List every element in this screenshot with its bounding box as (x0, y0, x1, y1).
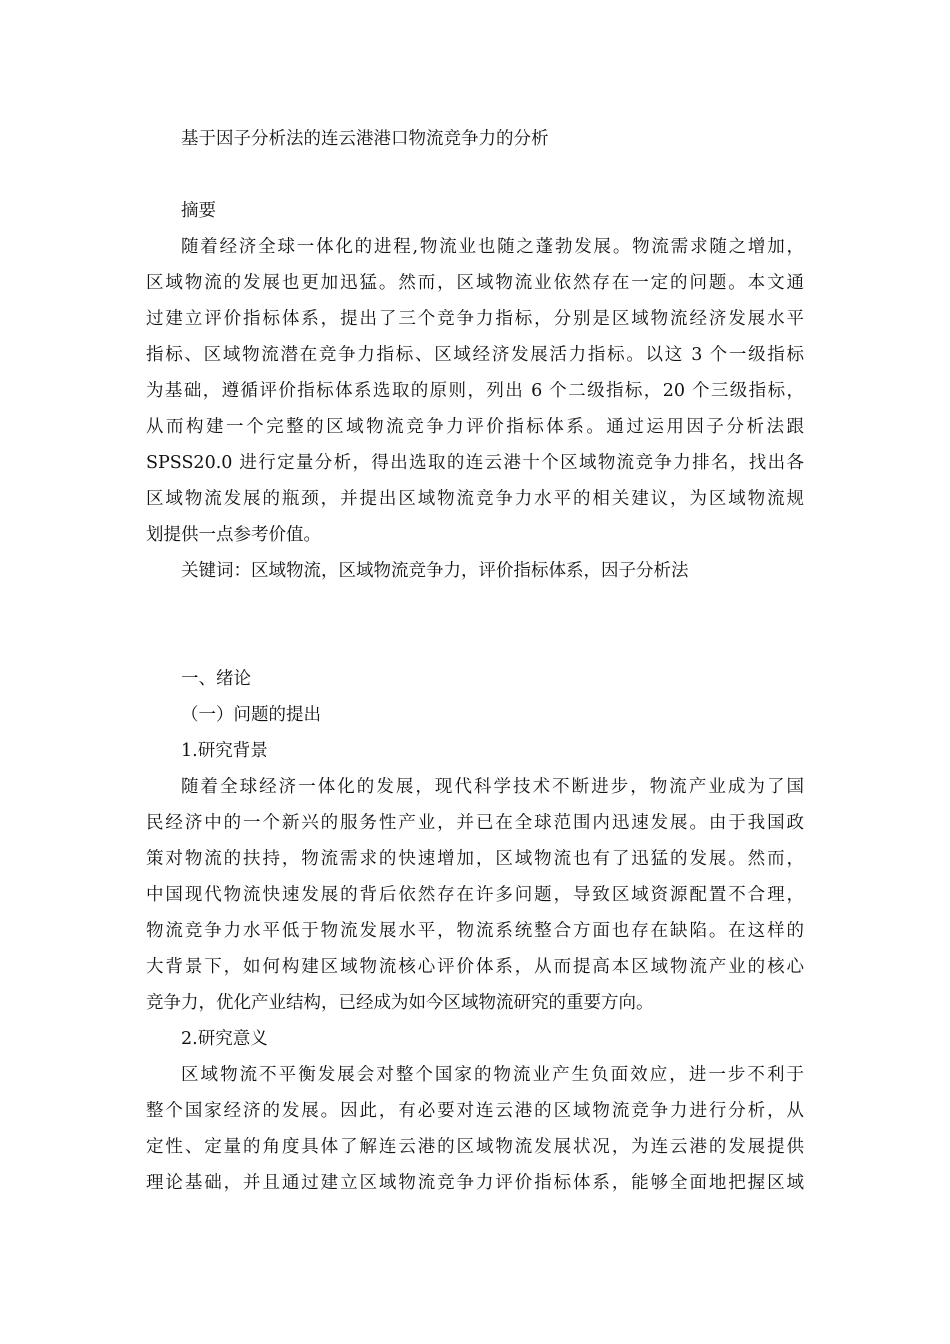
body-line: 随着全球经济一体化的发展，现代科学技术不断进步，物流产业成为了国 (181, 777, 804, 797)
subsection-heading: （一）问题的提出 (181, 705, 321, 725)
body-line: 中国现代物流快速发展的背后依然存在许多问题，导致区域资源配置不合理， (146, 885, 804, 905)
keywords: 关键词：区域物流，区域物流竞争力，评价指标体系，因子分析法 (181, 561, 689, 581)
body-line: 民经济中的一个新兴的服务性产业，并已在全球范围内迅速发展。由于我国政 (146, 813, 804, 833)
body-line: 竞争力，优化产业结构，已经成为如今区域物流研究的重要方向。 (146, 993, 654, 1013)
abstract-line: 过建立评价指标体系，提出了三个竞争力指标，分别是区域物流经济发展水平 (146, 309, 804, 329)
item-heading: 1.研究背景 (181, 741, 268, 761)
abstract-line: 划提供一点参考价值。 (146, 525, 321, 545)
abstract-line: 指标、区域物流潜在竞争力指标、区域经济发展活力指标。以这 3 个一级指标 (146, 345, 804, 365)
abstract-heading: 摘要 (181, 201, 216, 221)
abstract-line: 从而构建一个完整的区域物流竞争力评价指标体系。通过运用因子分析法跟 (146, 417, 804, 437)
abstract-line: 区域物流的发展也更加迅猛。然而，区域物流业依然存在一定的问题。本文通 (146, 273, 804, 293)
section-heading: 一、绪论 (181, 669, 251, 689)
abstract-line: SPSS20.0 进行定量分析，得出选取的连云港十个区域物流竞争力排名，找出各 (146, 453, 804, 473)
document-title: 基于因子分析法的连云港港口物流竞争力的分析 (181, 129, 549, 149)
abstract-line: 随着经济全球一体化的进程,物流业也随之蓬勃发展。物流需求随之增加， (181, 237, 804, 257)
body-line: 策对物流的扶持，物流需求的快速增加，区域物流也有了迅猛的发展。然而， (146, 849, 804, 869)
body-line: 整个国家经济的发展。因此，有必要对连云港的区域物流竞争力进行分析，从 (146, 1101, 804, 1121)
abstract-line: 区域物流发展的瓶颈，并提出区域物流竞争力水平的相关建议，为区域物流规 (146, 489, 804, 509)
body-line: 大背景下，如何构建区域物流核心评价体系，从而提高本区域物流产业的核心 (146, 957, 804, 977)
abstract-line: 为基础，遵循评价指标体系选取的原则，列出 6 个二级指标，20 个三级指标， (146, 381, 804, 401)
body-line: 定性、定量的角度具体了解连云港的区域物流发展状况，为连云港的发展提供 (146, 1137, 804, 1157)
item-heading: 2.研究意义 (181, 1029, 268, 1049)
body-line: 理论基础，并且通过建立区域物流竞争力评价指标体系，能够全面地把握区域 (146, 1173, 804, 1193)
body-line: 区域物流不平衡发展会对整个国家的物流业产生负面效应，进一步不利于 (181, 1065, 804, 1085)
body-line: 物流竞争力水平低于物流发展水平，物流系统整合方面也存在缺陷。在这样的 (146, 921, 804, 941)
